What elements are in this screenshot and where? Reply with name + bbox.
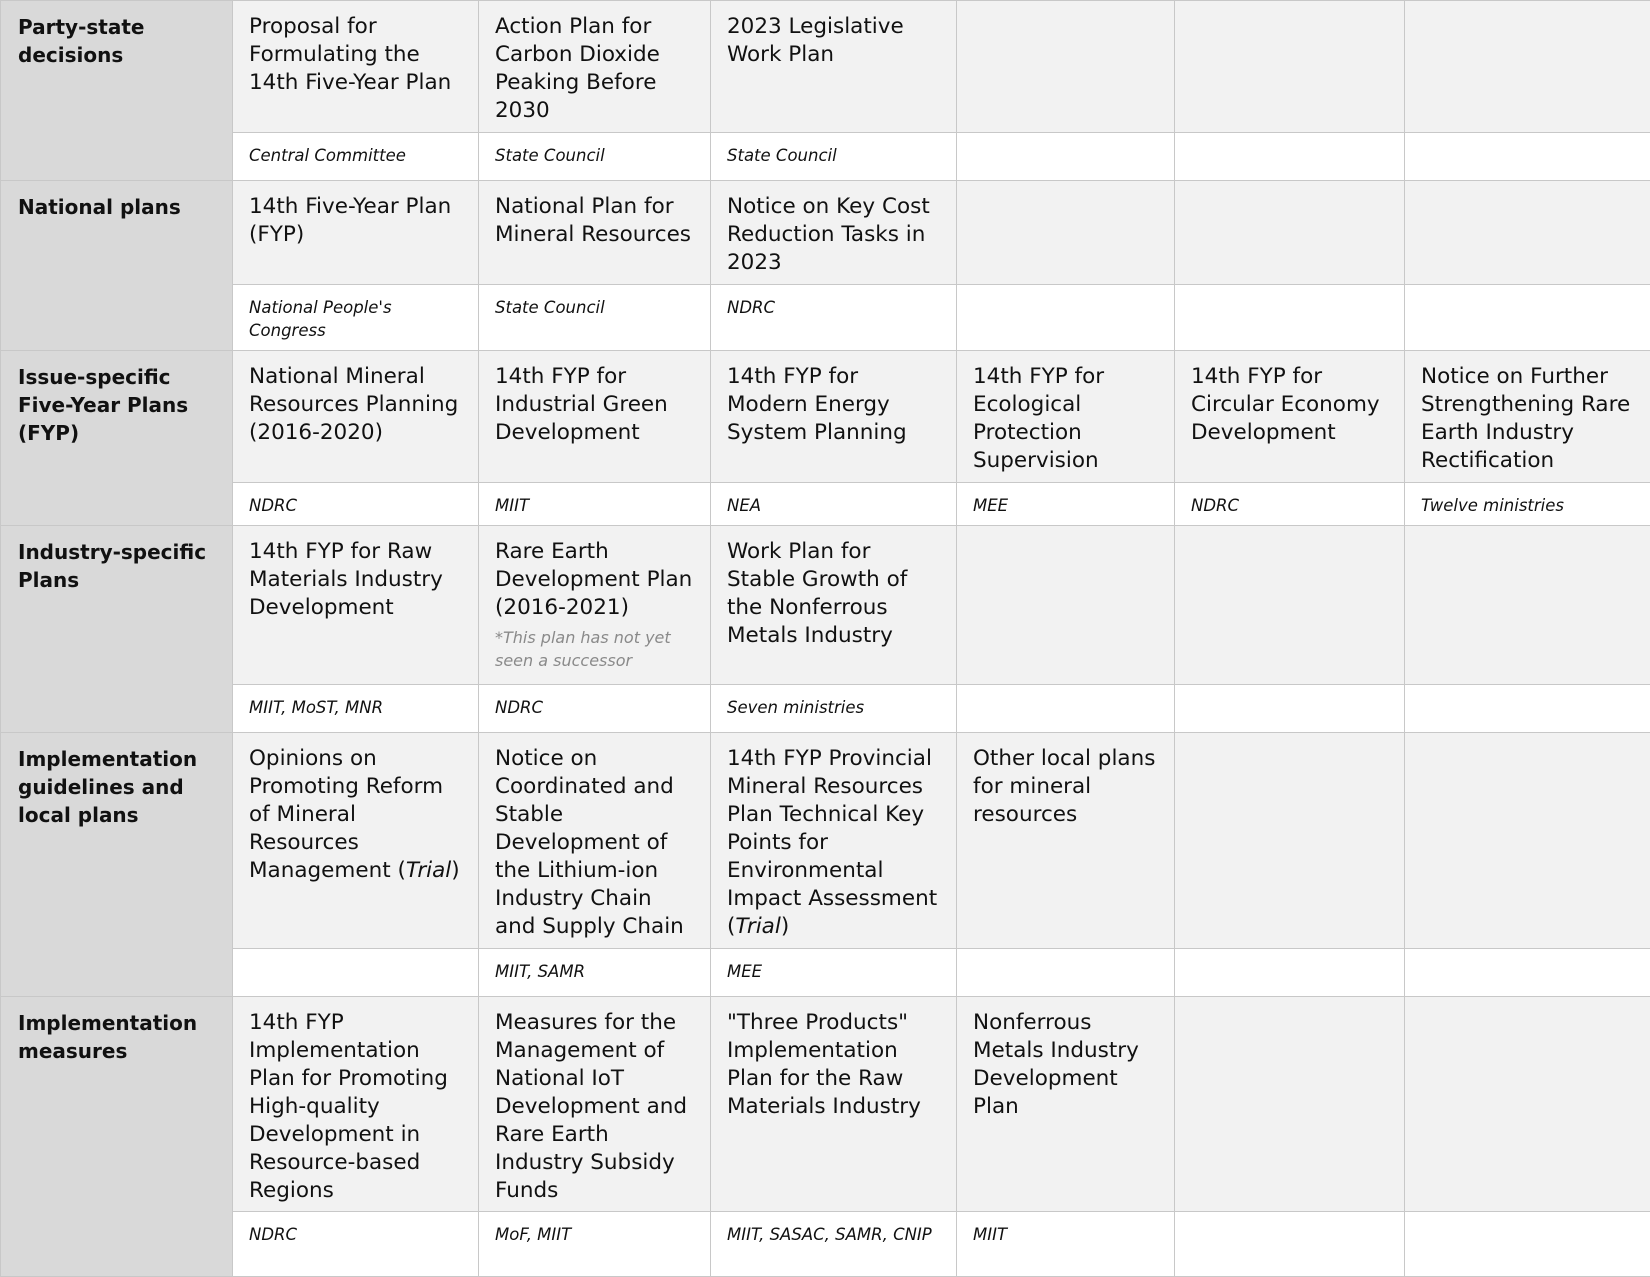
issuing-body: MEE [957,483,1175,526]
plan-title: Work Plan for Stable Growth of the Nonferrous Metals Industry [711,526,957,685]
issuing-body [1175,1212,1405,1277]
plan-title [479,526,711,685]
row-category: National plans [1,181,233,351]
table-row [1,997,1650,1212]
table-row [1,733,1650,949]
plan-title: 14th FYP for Circular Economy Development [1175,351,1405,483]
plan-title: "Three Products" Implementation Plan for the Raw Materials Industry [711,997,957,1212]
issuing-body [957,133,1175,181]
issuing-body: NDRC [233,483,479,526]
plan-title: 14th FYP Implementation Plan for Promoting High-quality Development in Resource-based Regions [233,997,479,1212]
issuing-body: MIIT, MoST, MNR [233,685,479,733]
plan-title [957,181,1175,285]
issuing-body: State Council [479,285,711,351]
plan-title: 14th FYP for Industrial Green Development [479,351,711,483]
issuing-body [957,685,1175,733]
table-row [1,483,1650,526]
plan-title-text: Opinions on Promoting Reform of Mineral Resources Management ( [249,746,443,883]
plan-title [1405,181,1650,285]
plan-title-emphasis: Trial [406,858,451,883]
plan-title [1175,526,1405,685]
issuing-body: MIIT [957,1212,1175,1277]
plan-title: 2023 Legislative Work Plan [711,1,957,133]
issuing-body: NEA [711,483,957,526]
issuing-body [1175,949,1405,997]
plan-title-end: ) [781,914,789,939]
issuing-body: NDRC [479,685,711,733]
plan-title: 14th FYP for Modern Energy System Planning [711,351,957,483]
plan-note: *This plan has not yet seen a successor [495,626,696,672]
issuing-body [1405,949,1650,997]
table-row [1,949,1650,997]
plan-title: 14th FYP for Raw Materials Industry Development [233,526,479,685]
plan-title: 14th FYP for Ecological Protection Supervision [957,351,1175,483]
plan-title: Proposal for Formulating the 14th Five-Year Plan [233,1,479,133]
issuing-body [957,949,1175,997]
plan-title [1405,1,1650,133]
issuing-body: MIIT, SAMR [479,949,711,997]
plan-title: National Mineral Resources Planning (2016-2020) [233,351,479,483]
plan-title-emphasis: Trial [735,914,780,939]
table-row [1,1212,1650,1277]
issuing-body [1405,685,1650,733]
issuing-body: NDRC [711,285,957,351]
plan-title: Measures for the Management of National IoT Development and Rare Earth Industry Subsidy Funds [479,997,711,1212]
issuing-body: Central Committee [233,133,479,181]
issuing-body: MEE [711,949,957,997]
row-category: Issue-specific Five-Year Plans (FYP) [1,351,233,526]
table-row [1,685,1650,733]
table-row [1,181,1650,285]
plan-title [1175,1,1405,133]
plan-title: 14th Five-Year Plan (FYP) [233,181,479,285]
plan-title: Other local plans for mineral resources [957,733,1175,949]
table-row [1,285,1650,351]
row-category: Implementation guidelines and local plans [1,733,233,997]
plan-title [233,733,479,949]
plan-title [711,733,957,949]
plan-title: Notice on Key Cost Reduction Tasks in 2023 [711,181,957,285]
issuing-body [957,285,1175,351]
plan-title-end: ) [451,858,459,883]
issuing-body [1175,685,1405,733]
issuing-body: State Council [479,133,711,181]
plan-title [1175,997,1405,1212]
plan-title [957,1,1175,133]
plan-title: Notice on Coordinated and Stable Development of the Lithium-ion Industry Chain and Supply Chain [479,733,711,949]
plan-title [1405,526,1650,685]
plan-title [1175,181,1405,285]
issuing-body: National People's Congress [233,285,479,351]
issuing-body: State Council [711,133,957,181]
table-row [1,1,1650,133]
issuing-body [1405,133,1650,181]
issuing-body: NDRC [233,1212,479,1277]
issuing-body: Seven ministries [711,685,957,733]
plan-title [1405,733,1650,949]
plan-title: Notice on Further Strengthening Rare Earth Industry Rectification [1405,351,1650,483]
issuing-body: MoF, MIIT [479,1212,711,1277]
row-category: Industry-specific Plans [1,526,233,733]
plan-title: Action Plan for Carbon Dioxide Peaking Before 2030 [479,1,711,133]
plan-title: Nonferrous Metals Industry Development Plan [957,997,1175,1212]
plan-title [1405,997,1650,1212]
issuing-body: MIIT [479,483,711,526]
issuing-body: Twelve ministries [1405,483,1650,526]
plan-title-text: Rare Earth Development Plan (2016-2021) [495,539,692,620]
issuing-body: NDRC [1175,483,1405,526]
row-category: Implementation measures [1,997,233,1277]
row-category: Party-state decisions [1,1,233,181]
issuing-body: MIIT, SASAC, SAMR, CNIP [711,1212,957,1277]
plan-title [1175,733,1405,949]
table-row [1,133,1650,181]
issuing-body [1175,285,1405,351]
issuing-body [1175,133,1405,181]
plan-title [957,526,1175,685]
plan-title-text: 14th FYP Provincial Mineral Resources Plan Technical Key Points for Environmental Impact Assessment ( [727,746,937,939]
plan-title: National Plan for Mineral Resources [479,181,711,285]
issuing-body [233,949,479,997]
table-row [1,351,1650,483]
issuing-body [1405,1212,1650,1277]
issuing-body [1405,285,1650,351]
table-row [1,526,1650,685]
